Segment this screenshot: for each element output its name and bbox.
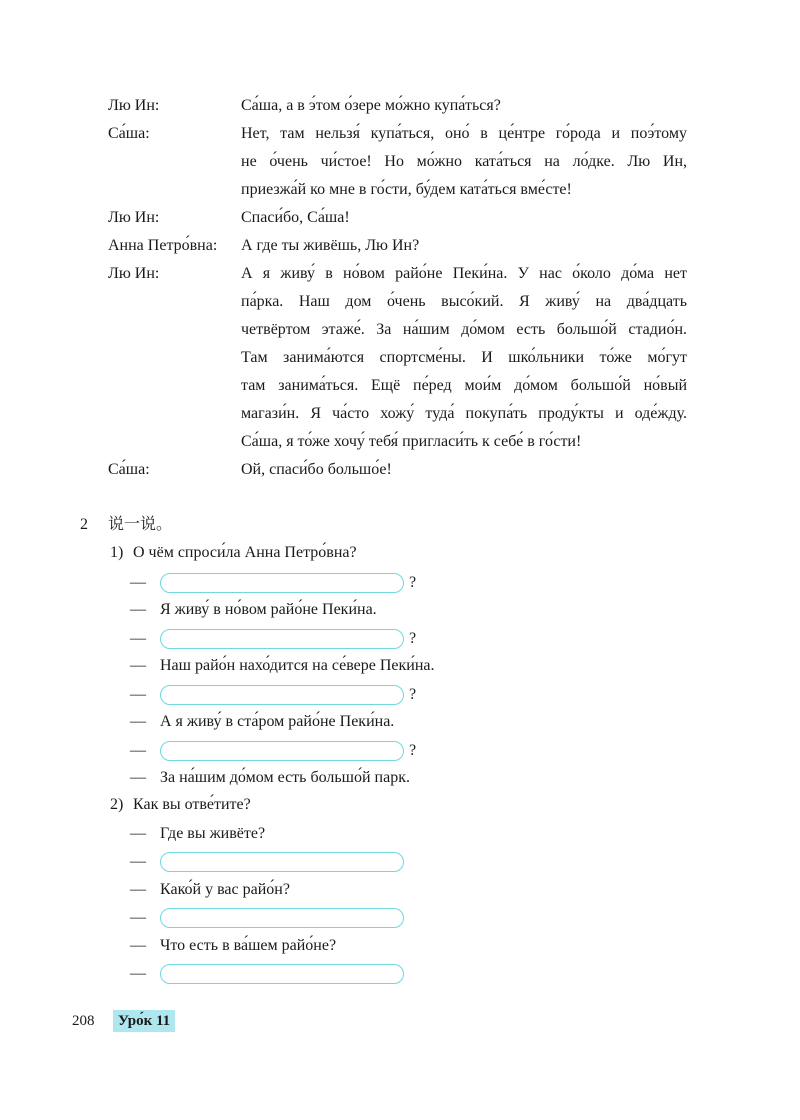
exercise-number: 2 — [80, 516, 88, 533]
answer-blank[interactable] — [160, 964, 404, 984]
dash: — — [130, 713, 146, 730]
dash: — — [130, 686, 146, 703]
dash: — — [130, 881, 146, 898]
question-line: Где вы живёте? — [160, 825, 266, 842]
dialogue-line: магази́н. Я ча́сто хожу́ туда́ покупа́ть проду́кты и оде́жду. — [241, 405, 687, 422]
question-line: Что есть в ва́шем райо́не? — [160, 937, 337, 954]
dialogue-line: четвёртом этаже́. За на́шим до́мом есть большо́й стадио́н. — [241, 321, 687, 338]
dialogue-line: А где ты живёшь, Лю Ин? — [241, 237, 420, 254]
answer-blank[interactable] — [160, 908, 404, 928]
dash: — — [130, 601, 146, 618]
question-mark: ? — [409, 686, 417, 703]
dialogue-line: не о́чень чи́стое! Но мо́жно ката́ться на ло́дке. Лю Ин, — [241, 153, 687, 170]
dash: — — [130, 657, 146, 674]
answer-line: Наш райо́н нахо́дится на се́вере Пеки́на. — [160, 657, 435, 674]
dash: — — [130, 853, 146, 870]
dialogue-line: Ой, спаси́бо большо́е! — [241, 461, 392, 478]
answer-line: А я живу́ в ста́ром райо́не Пеки́на. — [160, 713, 395, 730]
answer-blank[interactable] — [160, 741, 404, 761]
answer-blank[interactable] — [160, 852, 404, 872]
dialogue-line: приезжа́й ко мне в го́сти, бу́дем ката́ться вме́сте! — [241, 181, 572, 198]
answer-line: За на́шим до́мом есть большо́й парк. — [160, 769, 410, 786]
question-mark: ? — [409, 630, 417, 647]
dash: — — [130, 937, 146, 954]
exercise-instruction: 说一说。 — [108, 516, 173, 533]
answer-blank[interactable] — [160, 573, 404, 593]
dash: — — [130, 630, 146, 647]
answer-line: Я живу́ в но́вом райо́не Пеки́на. — [160, 601, 377, 618]
question-line: Како́й у вас райо́н? — [160, 881, 290, 898]
page-number: 208 — [72, 1013, 95, 1029]
dialogue-line: там занима́ться. Ещё пе́ред мои́м до́мом большо́й но́вый — [241, 377, 687, 394]
speaker-name: Са́ша: — [108, 461, 150, 478]
part2-label: 2) — [110, 796, 124, 813]
dash: — — [130, 769, 146, 786]
dialogue-line: Са́ша, а в э́том о́зере мо́жно купа́ться? — [241, 97, 501, 114]
dialogue-line: Са́ша, я то́же хочу́ тебя́ пригласи́ть к себе́ в го́сти! — [241, 433, 582, 450]
speaker-name: Лю Ин: — [108, 265, 160, 282]
dash: — — [130, 742, 146, 759]
answer-blank[interactable] — [160, 685, 404, 705]
part2-question: Как вы отве́тите? — [133, 796, 251, 813]
question-mark: ? — [409, 742, 417, 759]
dash: — — [130, 825, 146, 842]
dash: — — [130, 574, 146, 591]
part1-label: 1) — [110, 544, 124, 561]
dialogue-line: Спаси́бо, Са́ша! — [241, 209, 350, 226]
speaker-name: Анна Петро́вна: — [108, 237, 218, 254]
dialogue-line: Там занима́ются спортсме́ны. И шко́льники то́же мо́гут — [241, 349, 687, 366]
lesson-badge: Уро́к 11 — [113, 1010, 175, 1032]
answer-blank[interactable] — [160, 629, 404, 649]
question-mark: ? — [409, 574, 417, 591]
dialogue-line: А я живу́ в но́вом райо́не Пеки́на. У нас о́коло до́ма нет — [241, 265, 687, 282]
speaker-name: Лю Ин: — [108, 97, 160, 114]
dash: — — [130, 965, 146, 982]
dialogue-line: па́рка. Наш дом о́чень высо́кий. Я живу́ на два́дцать — [241, 293, 687, 310]
dialogue-line: Нет, там нельзя́ купа́ться, оно́ в це́нтре го́рода и поэ́тому — [241, 125, 687, 142]
part1-question: О чём спроси́ла Анна Петро́вна? — [133, 544, 357, 561]
dash: — — [130, 909, 146, 926]
speaker-name: Лю Ин: — [108, 209, 160, 226]
speaker-name: Са́ша: — [108, 125, 150, 142]
